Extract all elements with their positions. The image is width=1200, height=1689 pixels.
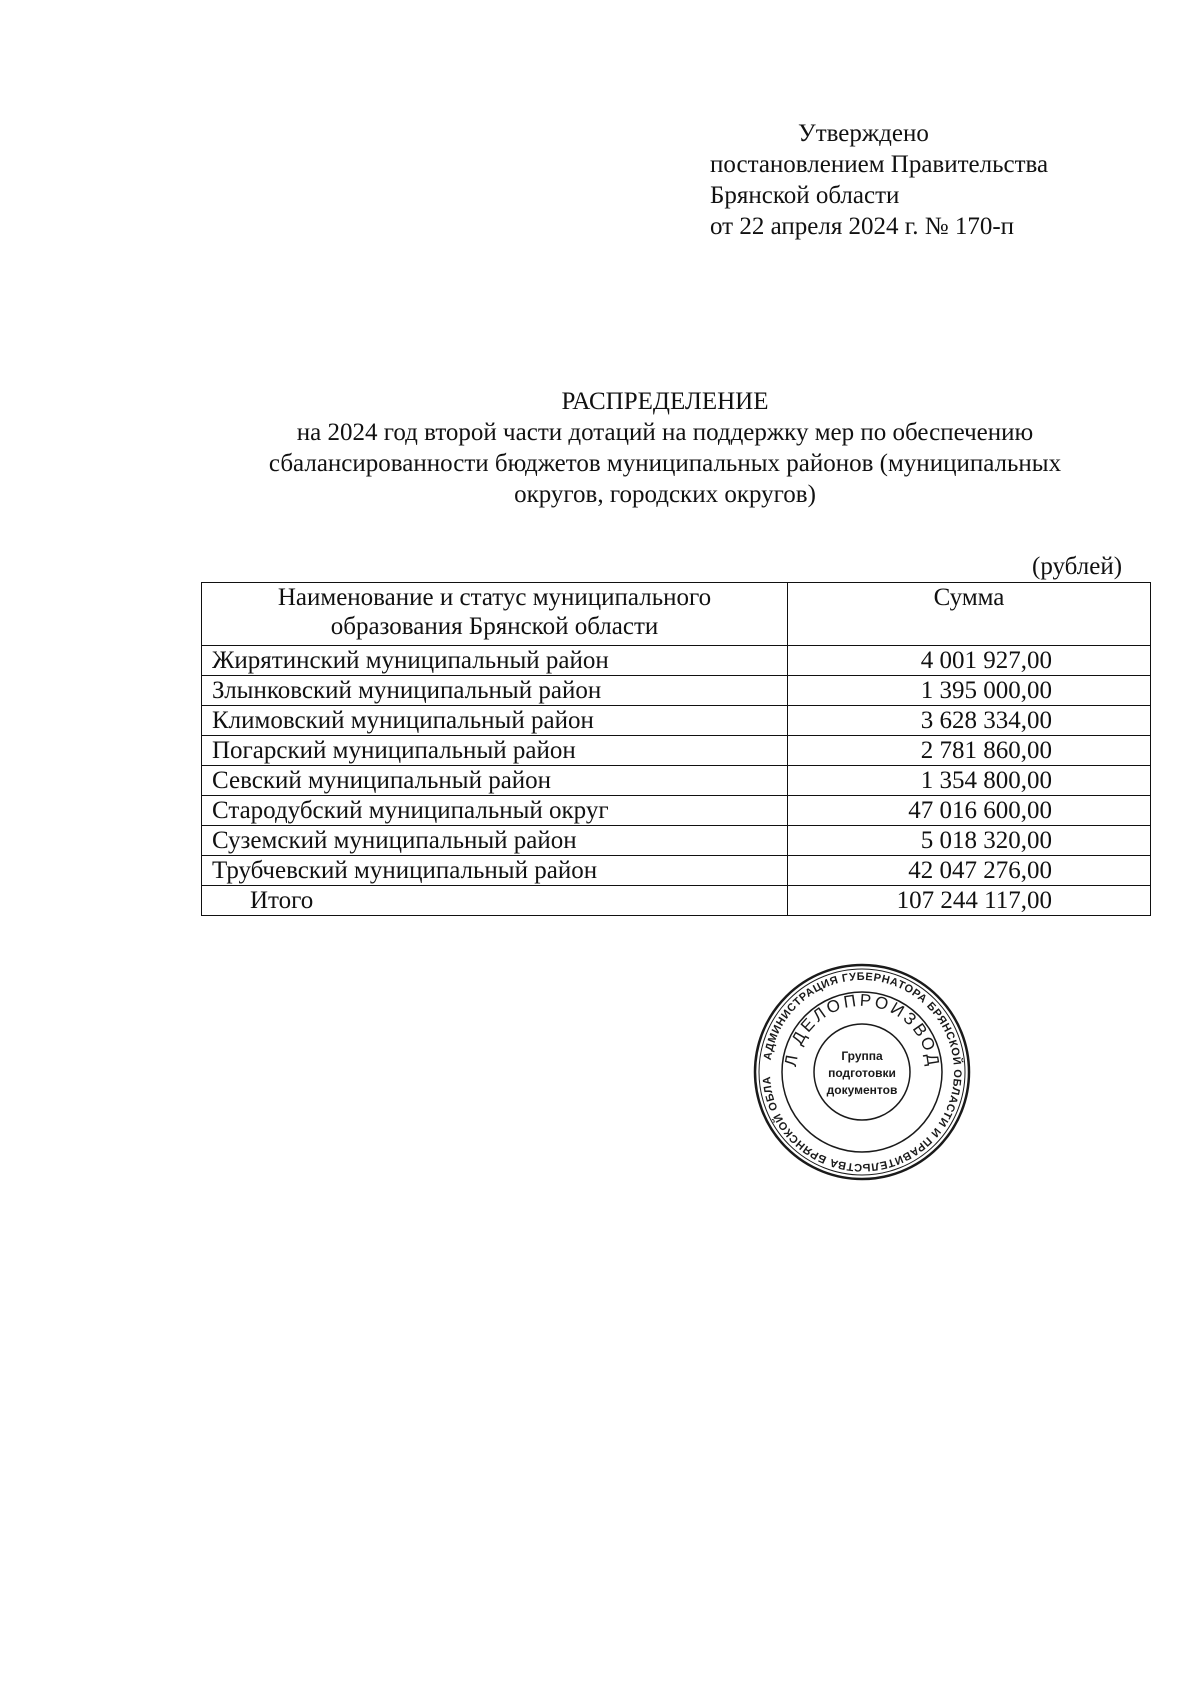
- table-row: [202, 736, 1151, 766]
- table-total-row: [202, 886, 1151, 916]
- stamp-inner-text: Л ДЕЛОПРОИЗВОД: [781, 990, 944, 1070]
- row-name: Трубчевский муниципальный район: [202, 856, 788, 886]
- header-name-column: [202, 583, 788, 646]
- title-line-3: округов, городских округов): [514, 481, 816, 508]
- row-amount: 47 016 600,00: [788, 796, 1151, 826]
- stamp-center-line-3: документов: [826, 1083, 898, 1097]
- row-amount: 1 354 800,00: [788, 766, 1151, 796]
- approval-line-approved: Утверждено: [798, 120, 929, 147]
- header-sum-column: Сумма: [788, 583, 1151, 646]
- table-row: [202, 856, 1151, 886]
- table-row: [202, 796, 1151, 826]
- title-heading: РАСПРЕДЕЛЕНИЕ: [561, 388, 769, 415]
- row-name: Севский муниципальный район: [202, 766, 788, 796]
- table-row: [202, 826, 1151, 856]
- table-header-row: [202, 583, 1151, 646]
- stamp-outer-text: АДМИНИСТРАЦИЯ ГУБЕРНАТОРА БРЯНСКОЙ ОБЛАСТИ И ПРАВИТЕЛЬСТВА БРЯНСКОЙ ОБЛА: [761, 970, 964, 1174]
- approval-block: [710, 118, 1048, 242]
- row-amount: 1 395 000,00: [788, 676, 1151, 706]
- approval-line-region: Брянской области: [710, 182, 900, 209]
- stamp-graphic: [752, 962, 972, 1182]
- office-stamp: [752, 962, 972, 1182]
- row-amount: 2 781 860,00: [788, 736, 1151, 766]
- distribution-table: [201, 582, 1151, 916]
- row-amount: 4 001 927,00: [788, 646, 1151, 676]
- row-amount: 42 047 276,00: [788, 856, 1151, 886]
- approval-line-date-number: от 22 апреля 2024 г. № 170-п: [710, 213, 1015, 240]
- table-row: [202, 676, 1151, 706]
- table-row: [202, 766, 1151, 796]
- row-name: Стародубский муниципальный округ: [202, 796, 788, 826]
- table-row: [202, 706, 1151, 736]
- total-amount: 107 244 117,00: [788, 886, 1151, 916]
- row-name: Суземский муниципальный район: [202, 826, 788, 856]
- header-name-line-2: образования Брянской области: [330, 613, 659, 640]
- header-name-line-1: Наименование и статус муниципального: [277, 584, 712, 611]
- document-title: [210, 386, 1120, 510]
- row-name: Злынковский муниципальный район: [202, 676, 788, 706]
- title-line-2: сбалансированности бюджетов муниципальных районов (муниципальных: [268, 450, 1062, 477]
- total-label: Итого: [202, 886, 788, 916]
- stamp-center-line-1: Группа: [841, 1049, 883, 1063]
- row-name: Климовский муниципальный район: [202, 706, 788, 736]
- approval-line-resolution: постановлением Правительства: [710, 151, 1049, 178]
- row-amount: 3 628 334,00: [788, 706, 1151, 736]
- table-row: [202, 646, 1151, 676]
- units-label: (рублей): [1032, 553, 1123, 580]
- stamp-center-line-2: подготовки: [828, 1066, 896, 1080]
- row-name: Жирятинский муниципальный район: [202, 646, 788, 676]
- row-name: Погарский муниципальный район: [202, 736, 788, 766]
- row-amount: 5 018 320,00: [788, 826, 1151, 856]
- title-line-1: на 2024 год второй части дотаций на поддержку мер по обеспечению: [296, 419, 1034, 446]
